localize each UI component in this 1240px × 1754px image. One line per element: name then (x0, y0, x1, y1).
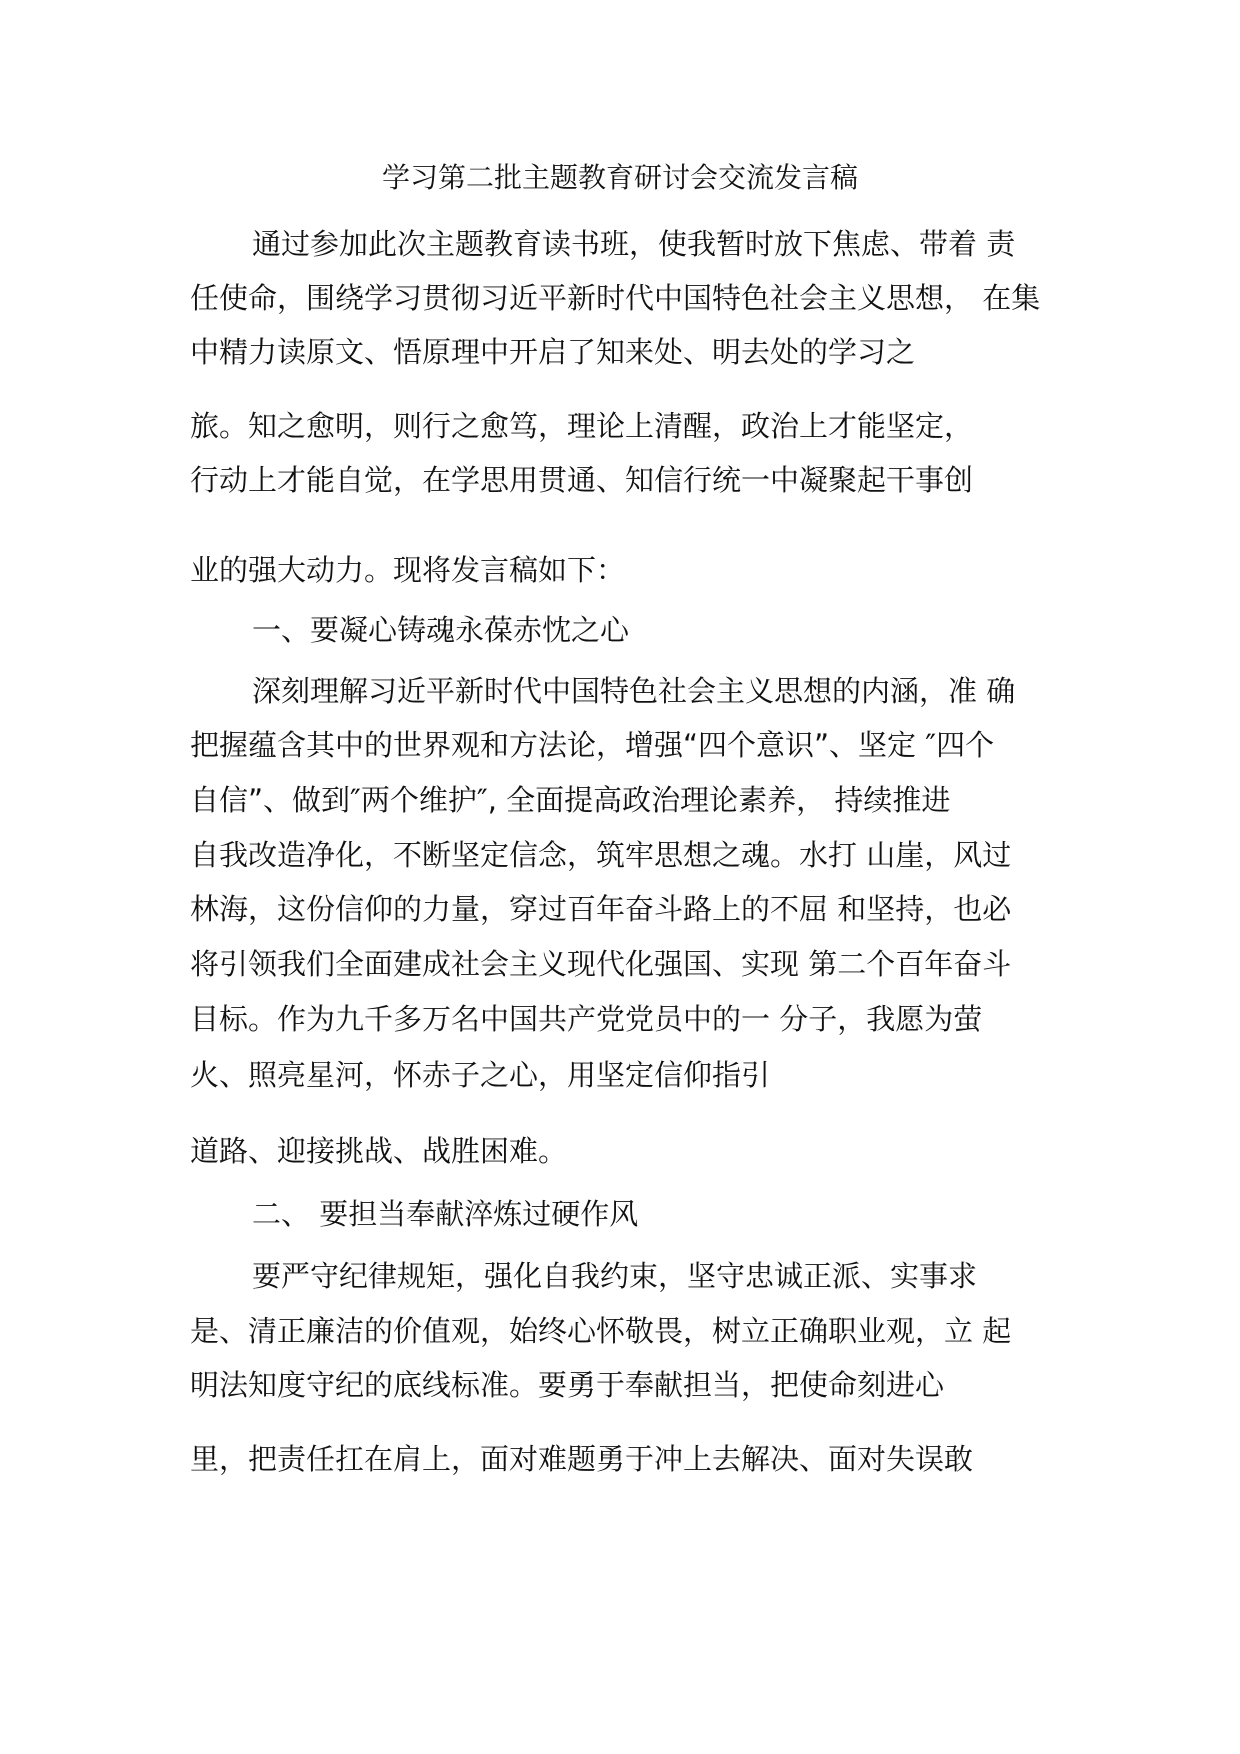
paragraph-line: 道路、迎接挑战、战胜困难。 (190, 1134, 568, 1168)
paragraph-line: 旅。知之愈明，则行之愈笃，理论上清醒，政治上才能坚定， (190, 409, 974, 443)
paragraph-line: 里，把责任扛在肩上，面对难题勇于冲上去解决、面对失误敢 (190, 1442, 974, 1476)
paragraph-line: 行动上才能自觉，在学思用贯通、知信行统一中凝聚起干事创 (190, 463, 974, 497)
paragraph-line: 自信”、做到″两个维护″, 全面提高政治理论素养， 持续推进 (190, 783, 951, 817)
paragraph-line: 通过参加此次主题教育读书班，使我暂时放下焦虑、带着 责 (252, 227, 1016, 261)
paragraph-line: 将引领我们全面建成社会主义现代化强国、实现 第二个百年奋斗 (190, 947, 1012, 981)
paragraph-line: 把握蕴含其中的世界观和方法论，增强“四个意识”、坚定 ″四个 (190, 728, 995, 762)
paragraph-line: 火、照亮星河，怀赤子之心，用坚定信仰指引 (190, 1058, 771, 1092)
document-title: 学习第二批主题教育研讨会交流发言稿 (381, 161, 858, 194)
paragraph-line: 目标。作为九千多万名中国共产党党员中的一 分子，我愿为萤 (190, 1002, 983, 1036)
paragraph-line: 要严守纪律规矩，强化自我约束，坚守忠诚正派、实事求 (252, 1259, 978, 1293)
paragraph-line: 深刻理解习近平新时代中国特色社会主义思想的内涵，准 确 (252, 674, 1016, 708)
paragraph-line: 是、清正廉洁的价值观，始终心怀敬畏，树立正确职业观，立 起 (190, 1314, 1012, 1348)
section-heading: 二、 要担当奉献淬炼过硬作风 (252, 1197, 639, 1231)
paragraph-line: 任使命，围绕学习贯彻习近平新时代中国特色社会主义思想， 在集 (190, 281, 1041, 315)
paragraph-line: 明法知度守纪的底线标准。要勇于奉献担当，把使命刻进心 (190, 1368, 945, 1402)
paragraph-line: 自我改造净化，不断坚定信念，筑牢思想之魂。水打 山崖，风过 (190, 838, 1012, 872)
paragraph-line: 中精力读原文、悟原理中开启了知来处、明去处的学习之 (190, 335, 916, 369)
paragraph-line: 业的强大动力。现将发言稿如下： (190, 553, 626, 587)
paragraph-line: 林海，这份信仰的力量，穿过百年奋斗路上的不屈 和坚持，也必 (190, 892, 1012, 926)
section-heading: 一、要凝心铸魂永葆赤忱之心 (252, 613, 630, 647)
